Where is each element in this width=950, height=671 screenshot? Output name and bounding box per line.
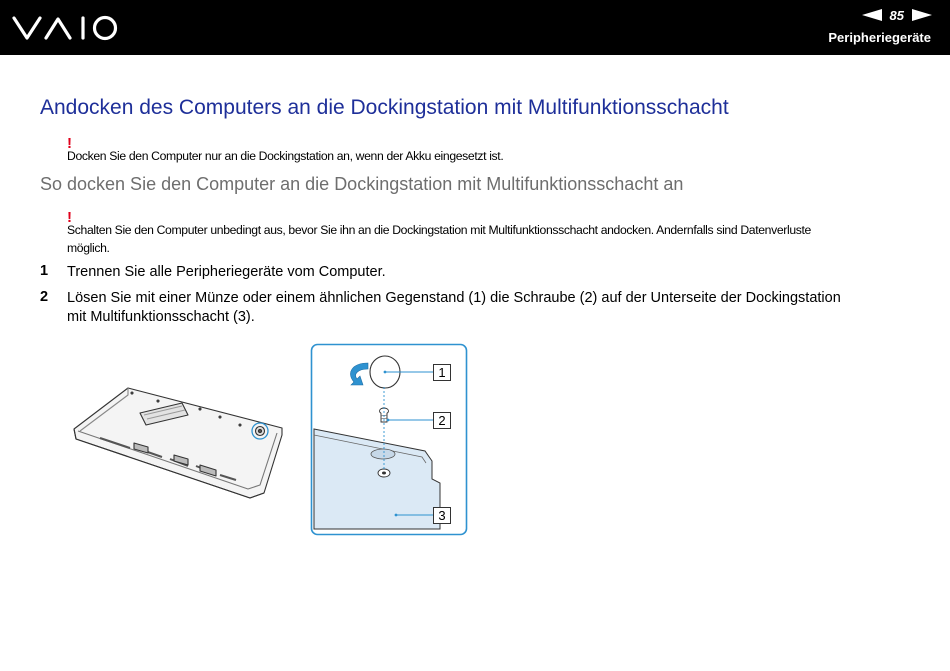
next-page-icon[interactable] [912, 9, 932, 21]
warning-icon: ! [67, 209, 72, 226]
callout-3: 3 [438, 508, 446, 523]
note-shutdown-line1: Schalten Sie den Computer unbedingt aus, bevor Sie ihn an die Dockingstation mit Multifunktionsschacht andocken. Andernfalls sind Datenverluste [67, 223, 811, 237]
procedure-heading: So docken Sie den Computer an die Dockingstation mit Multifunktionsschacht an [40, 174, 684, 194]
previous-page-icon[interactable] [862, 9, 882, 21]
warning-icon: ! [67, 135, 72, 152]
vaio-logo [12, 13, 120, 43]
docking-station-illustration [70, 343, 470, 538]
step-text: Trennen Sie alle Peripheriegeräte vom Computer. [67, 264, 386, 280]
docking-station-drawing [74, 388, 282, 498]
page-title: Andocken des Computers an die Dockingstation mit Multifunktionsschacht [40, 96, 729, 119]
pager [862, 6, 932, 24]
step-text-continued: mit Multifunktionsschacht (3). [67, 309, 255, 325]
callout-2: 2 [438, 413, 446, 428]
note-shutdown-line2: möglich. [67, 241, 110, 255]
section-title: Peripheriegeräte [828, 30, 931, 45]
detail-view-panel [312, 345, 467, 535]
header-bar [0, 0, 950, 55]
step-number: 2 [40, 289, 49, 305]
callout-1: 1 [438, 365, 446, 380]
step-number: 1 [40, 263, 49, 279]
page-number: 85 [889, 7, 904, 23]
step-text: Lösen Sie mit einer Münze oder einem ähnlichen Gegenstand (1) die Schraube (2) auf der Unterseite der Dockingstation [67, 290, 841, 306]
note-akku: Docken Sie den Computer nur an die Dockingstation an, wenn der Akku eingesetzt ist. [67, 149, 504, 163]
